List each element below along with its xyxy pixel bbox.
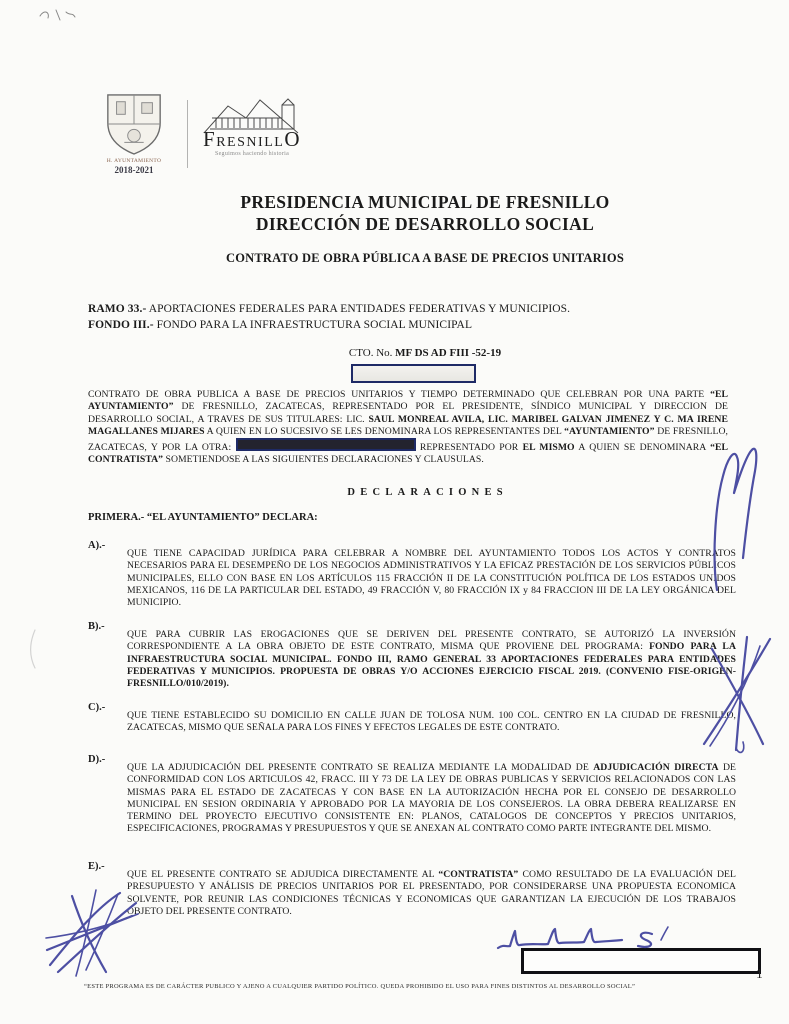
crest-term-label: 2018-2021 xyxy=(114,164,154,175)
text-segment: COMO RESULTADO DE LA EVALUACIÓN DEL PRESUPUESTO Y ANÁLISIS DE PRECIOS UNITARIOS POR EL PRESENTADO, POR CONSIDERARSE UNA PROPUESTA ECONOMICA SOLVENTE, POR REUNIR LAS CONDICIONES TÉCNICAS Y ECONOMICAS QUE GARANTIZAN LA EJECUCIÓN DE LOS TRABAJOS OBJETO DEL PRESENTE CONTRATO. xyxy=(127,869,736,917)
declaration-item-a xyxy=(88,540,736,609)
text-segment: DE CONFORMIDAD CON LOS ARTICULOS 42, FRACC. III Y 73 DE LA LEY DE OBRAS PUBLICAS Y SERVICIOS RELACIONADOS CON LAS MISMAS PARA EL ESTADO DE ZACATECAS Y CON BASE EN LA AUTORIZACIÓN HECHA POR EL CONSEJO DE DESARROLLO MUNICIPAL EN SESION ORDINARIA Y APROBADO POR LA MAYORIA DE LOS CONSEJEROS. LA OBRA DEBERA REALIZARSE EN TERMINO DEL PROYECTO EJECUTIVO CONSISTENTE EN: PLANOS, CATALOGOS DE CONCEPTOS Y PRECIOS UNITARIOS, ESPECIFICACIONES, PROGRAMAS Y PRESUPUESTOS Y QUE SE ANEXAN AL CONTRATO COMO PARTE INTEGRANTE DEL MISMO. xyxy=(127,762,736,835)
corner-smudge-marks xyxy=(31,10,76,668)
program-line-ramo xyxy=(88,302,570,318)
text-segment: RAMO 33.- xyxy=(88,303,147,315)
declaration-item-e xyxy=(88,861,736,918)
text-segment: FONDO PARA LA INFRAESTRUCTURA SOCIAL MUNICIPAL xyxy=(153,318,473,331)
item-a-body xyxy=(127,540,736,609)
redaction-box-inline xyxy=(236,438,416,451)
crest-org-label: H. AYUNTAMIENTO xyxy=(106,158,162,164)
text-segment: A QUIEN SE DENOMINARA xyxy=(574,442,711,454)
intro-paragraph xyxy=(88,389,728,467)
text-segment: QUE EL PRESENTE CONTRATO SE ADJUDICA DIRECTAMENTE AL xyxy=(127,869,439,880)
declaration-item-c xyxy=(88,702,736,735)
text-segment: DE FRESNILLO, ZACATECAS, Y POR LA OTRA: xyxy=(88,425,729,454)
item-c-label: C).- xyxy=(88,702,106,713)
primera-heading: PRIMERA.- “EL AYUNTAMIENTO” DECLARA: xyxy=(88,512,318,523)
redaction-box-top xyxy=(351,364,476,383)
text-segment: FONDO III.- xyxy=(88,318,154,331)
text-segment: EL MISMO xyxy=(522,442,575,454)
text-segment: DE FRESNILLO, ZACATECAS, REPRESENTADO POR EL PRESIDENTE, SÍNDICO MUNICIPAL Y DIRECCION DE DESARROLLO SOCIAL, A TRAVES DE SUS TITULARES: LIC. xyxy=(88,401,728,425)
declaration-item-d xyxy=(88,754,736,836)
item-d-body xyxy=(127,754,736,836)
text-segment: QUE LA ADJUDICACIÓN DEL PRESENTE CONTRATO SE REALIZA MEDIANTE LA MODALIDAD DE xyxy=(127,762,594,773)
item-e-label: E).- xyxy=(88,861,105,872)
text-segment: REPRESENTADO POR xyxy=(415,442,523,454)
program-lines xyxy=(88,302,570,333)
page-title-line2: DIRECCIÓN DE DESARROLLO SOCIAL xyxy=(255,213,595,234)
text-segment: “AYUNTAMIENTO” xyxy=(564,425,655,437)
item-e-body xyxy=(127,861,736,918)
text-segment: QUE TIENE CAPACIDAD JURÍDICA PARA CELEBRAR A NOMBRE DEL AYUNTAMIENTO TODOS LOS ACTOS Y CONTRATOS NECESARIOS PARA EL DESEMPEÑO DE LOS NEGOCIOS ADMINISTRATIVOS Y LA EFICAZ PRESTACIÓN DE LOS SERVICIOS PÚBLICOS MUNICIPALES, ELLO CON BASE EN LOS ARTÍCULOS 115 FRACCIÓN II DE LA CONSTITUCIÓN POLÍTICA DE LOS ESTADOS UNIDOS MEXICANOS, 116 DE LA PARTICULAR DEL ESTADO, 49 FRACCIÓN V, 80 FRACCIÓN IX y 84 FRACCION III DE LA LEY ORGÁNICA DEL MUNICIPIO. xyxy=(127,548,736,609)
page-title xyxy=(60,192,789,235)
declaration-item-b xyxy=(88,621,736,690)
text-segment: A QUIEN EN LO SUCESIVO SE LES DENOMINARA LOS REPRESENTANTES DEL xyxy=(204,425,565,437)
fresnillo-logo-tagline: Seguimos haciendo historia xyxy=(214,151,290,157)
text-segment: “EL AYUNTAMIENTO” xyxy=(88,389,728,413)
municipal-crest xyxy=(96,92,172,175)
text-segment: APORTACIONES FEDERALES PARA ENTIDADES FEDERATIVAS Y MUNICIPIOS. xyxy=(146,303,571,315)
coat-of-arms-icon xyxy=(103,92,165,156)
program-line-fondo xyxy=(88,318,570,334)
text-segment: “EL CONTRATISTA” xyxy=(88,442,728,466)
text-segment: QUE TIENE ESTABLECIDO SU DOMICILIO EN CALLE JUAN DE TOLOSA NUM. 100 COL. CENTRO EN LA CIUDAD DE FRESNILLO, ZACATECAS, MISMO QUE SEÑALA PARA LOS FINES Y EFECTOS LEGALES DE ESTE CONTRATO. xyxy=(127,710,736,734)
item-c-body xyxy=(127,702,736,735)
page-title-line1: PRESIDENCIA MUNICIPAL DE FRESNILLO xyxy=(240,192,610,212)
text-segment: SAUL MONREAL AVILA, LIC. MARIBEL GALVAN JIMENEZ Y C. MA IRENE MAGALLANES MIJARES xyxy=(88,413,728,437)
text-segment: CONTRATO DE OBRA PUBLICA A BASE DE PRECIOS UNITARIOS Y TIEMPO DETERMINADO QUE CELEBRAN POR UNA PARTE xyxy=(88,389,711,400)
logo-divider xyxy=(187,100,188,168)
contract-number-line xyxy=(60,347,789,359)
item-a-label: A).- xyxy=(88,540,106,551)
contract-number-label: CTO. No. xyxy=(348,347,396,359)
contract-number-value: MF DS AD FIII -52-19 xyxy=(395,347,502,359)
contract-subtitle: CONTRATO DE OBRA PÚBLICA A BASE DE PRECIOS UNITARIOS xyxy=(226,251,624,265)
text-segment: “CONTRATISTA” xyxy=(438,869,519,880)
footer-disclaimer: “ESTE PROGRAMA ES DE CARÁCTER PUBLICO Y AJENO A CUALQUIER PARTIDO POLÍTICO. QUEDA PROHIBIDO EL USO PARA FINES DISTINTOS AL DESARROLLO SOCIAL” xyxy=(84,983,636,990)
redaction-box-bottom xyxy=(521,948,761,974)
item-b-label: B).- xyxy=(88,621,105,632)
text-segment: ADJUDICACIÓN DIRECTA xyxy=(593,762,719,773)
page-number: 1 xyxy=(756,966,763,981)
item-d-label: D).- xyxy=(88,754,106,765)
text-segment: FONDO PARA LA INFRAESTRUCTURA SOCIAL MUNICIPAL. FONDO III, RAMO GENERAL 33 APORTACIONES FEDERALES PARA ENTIDADES FEDERATIVAS Y MUNICIPIOS. PROPUESTA DE OBRAS Y/O ACCIONES EJERCICIO FISCAL 2019. (CONVENIO FISE-ORIGEN-FRESNILLO/010/2019). xyxy=(127,641,736,690)
fresnillo-logo xyxy=(198,96,306,157)
text-segment: SOMETIENDOSE A LAS SIGUIENTES DECLARACIONES Y CLAUSULAS. xyxy=(163,454,484,466)
item-b-body xyxy=(127,621,736,690)
text-segment: QUE PARA CUBRIR LAS EROGACIONES QUE SE DERIVEN DEL PRESENTE CONTRATO, SE AUTORIZÓ LA INVERSIÓN CORRESPONDIENTE A LA OBRA OBJETO DE ESTE CONTRATO, MISMA QUE PROVIENE DEL PROGRAMA: xyxy=(127,629,736,653)
fresnillo-logo-text: FRESNILLO xyxy=(203,127,301,151)
signature-right xyxy=(498,927,668,948)
declarations-heading: DECLARACIONES xyxy=(347,487,508,498)
